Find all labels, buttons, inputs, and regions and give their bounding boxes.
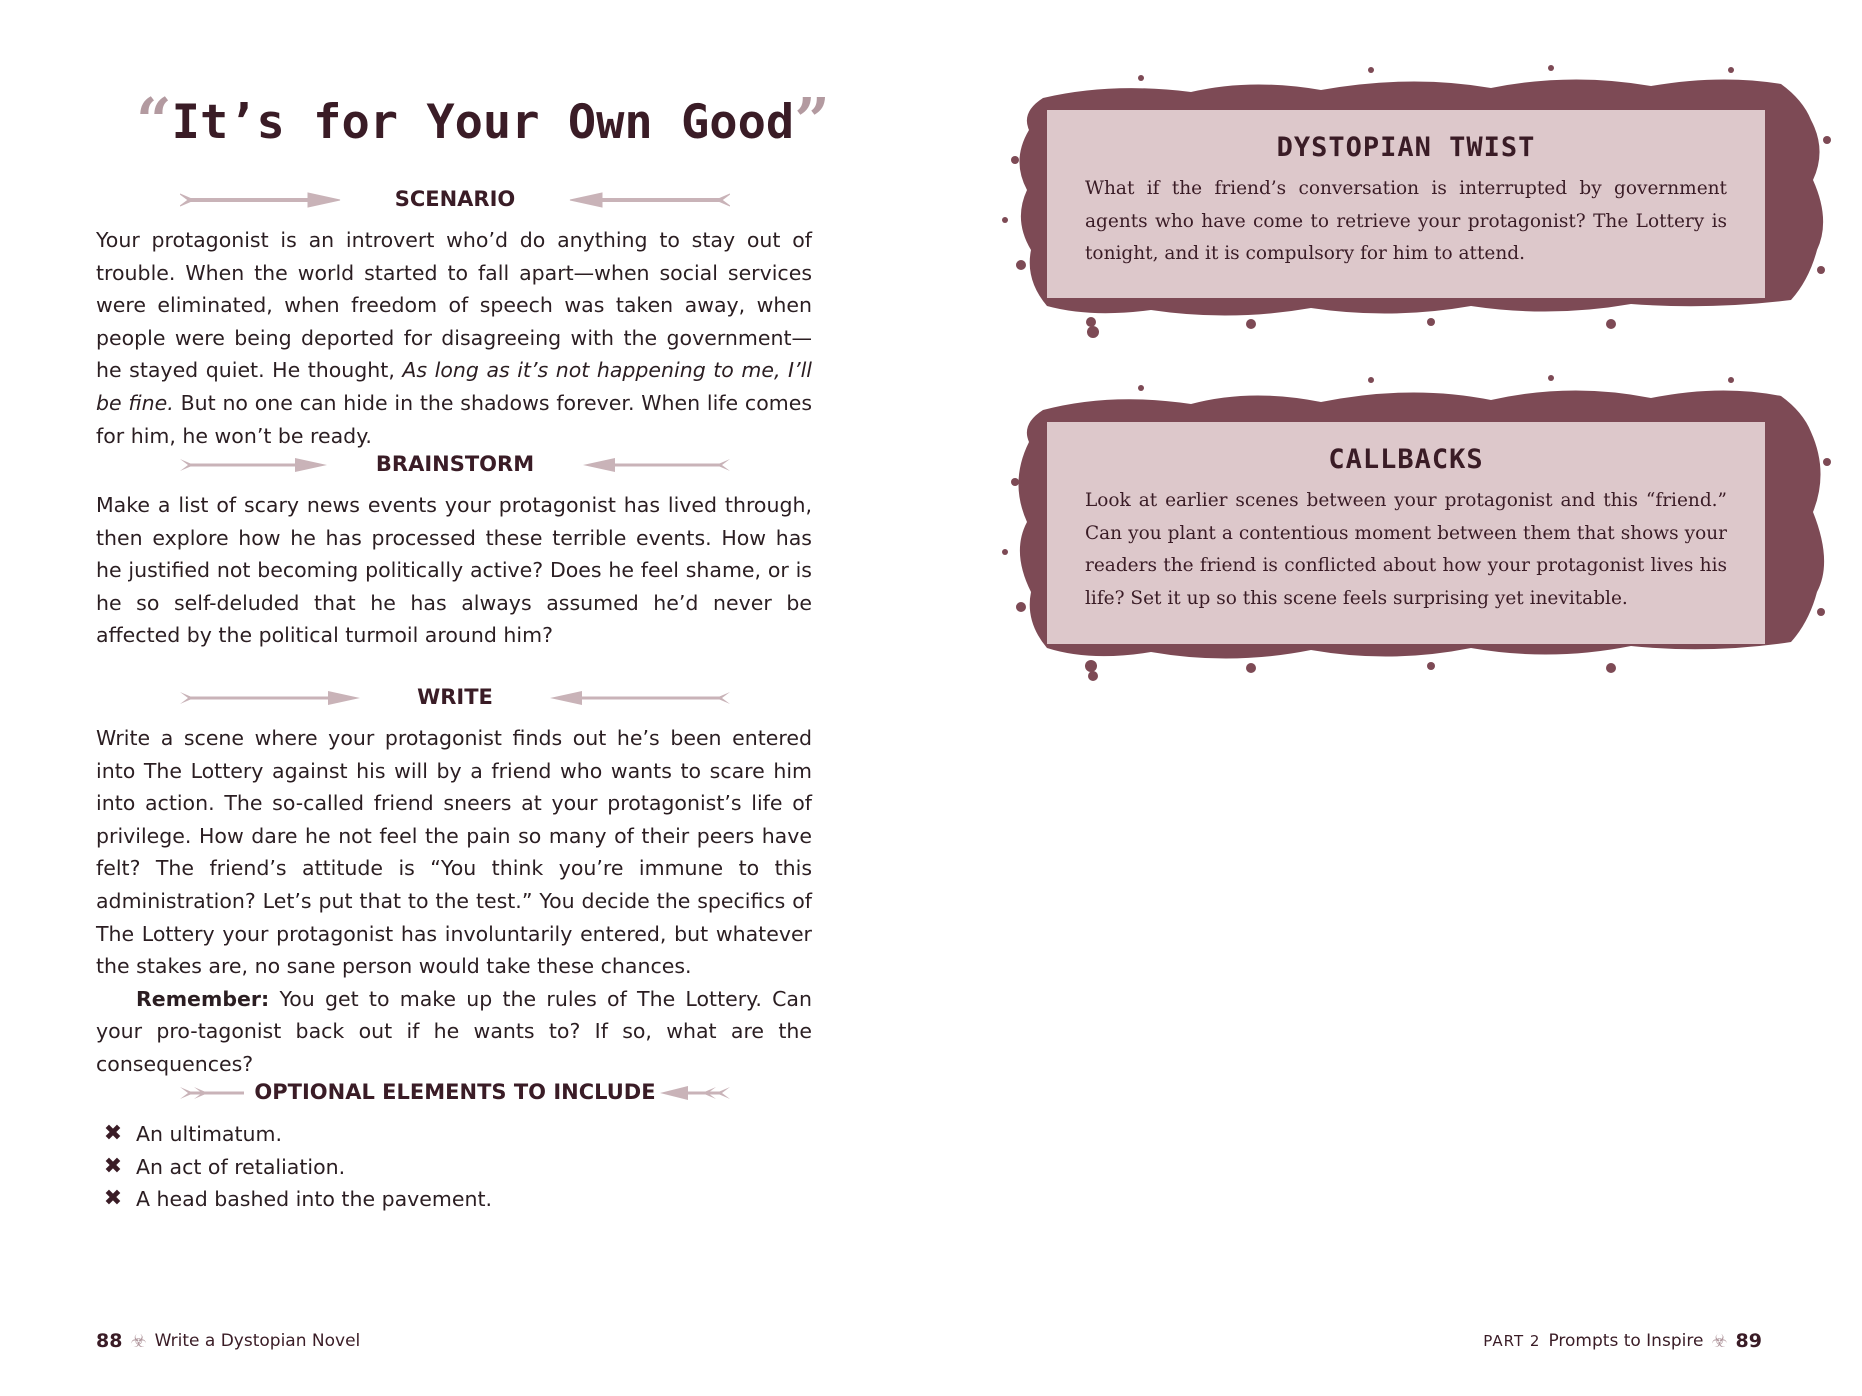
book-title: Write a Dystopian Novel	[154, 1331, 361, 1351]
right-footer	[1483, 1330, 1762, 1352]
box-text: Look at earlier scenes between your protagonist and this “friend.” Can you plant a contentious moment between them that shows your readers the friend is conflicted about how your protagonist lives his life? Set it up so this scene feels surprising yet inevitable.	[1085, 490, 1727, 609]
right-page	[931, 0, 1862, 1396]
scenario-text-part1: Your protagonist is an introvert who’d do anything to stay out of trouble. When the world started to fall apart—when social services were eliminated, when freedom of speech was taken away, when people were being deported for disagreeing with the government—he stayed quiet. He thought,	[96, 228, 812, 383]
scenario-text-part2: But no one can hide in the shadows forever. When life comes for him, he won’t be ready.	[96, 390, 812, 448]
page-number: 88	[96, 1330, 123, 1352]
section-heading-scenario	[180, 185, 730, 215]
x-mark-icon: ✖	[103, 1121, 123, 1146]
page-number: 89	[1735, 1330, 1762, 1352]
section-heading-label: SCENARIO	[394, 187, 516, 211]
box-title: DYSTOPIAN TWIST	[1276, 132, 1536, 163]
scenario-text	[96, 224, 812, 452]
x-mark-icon: ✖	[103, 1186, 123, 1212]
open-quote: “	[136, 84, 172, 157]
part-label: PART 2	[1483, 1332, 1541, 1350]
optional-elements-list	[102, 1118, 492, 1216]
remember-label: Remember:	[136, 986, 270, 1011]
section-heading-label: WRITE	[417, 685, 493, 709]
write-text-main: Write a scene where your protagonist finds out he’s been entered into The Lottery against his will by a friend who wants to scare him into action. The so-called friend sneers at your protagonist’s life of privilege. How dare he not feel the pain so many of their peers have felt? The friend’s attitude is “You think you’re immune to this administration? Let’s put that to the test.” You decide the specifics of The Lottery your protagonist has involuntarily entered, but whatever the stakes are, no sane person would take these chances.	[96, 726, 812, 979]
biohazard-icon: ☣	[1711, 1330, 1728, 1352]
brainstorm-text: Make a list of scary news events your protagonist has lived through, then explore how he has processed these terrible events. How has he justified not becoming politically active? Does he feel shame, or is he so self-deluded that he has always assumed he’d never be affected by the political turmoil around him?	[96, 493, 812, 648]
callbacks-box	[991, 372, 1831, 682]
box-title: CALLBACKS	[1328, 444, 1484, 475]
list-item	[102, 1151, 492, 1184]
section-heading-label: BRAINSTORM	[375, 452, 535, 476]
remember-text: You get to make up the rules of The Lottery. Can your pro-tagonist back out if he wants to? If so, what are the consequences?	[96, 986, 812, 1076]
scenario-text-italic: As long as it’s not happening to me, I’ll be fine.	[96, 358, 812, 415]
section-heading-brainstorm	[180, 450, 730, 480]
title-text: It’s for Your Own Good	[171, 95, 795, 150]
list-item	[102, 1118, 492, 1151]
list-item-text: An act of retaliation.	[136, 1154, 346, 1179]
dystopian-twist-box	[991, 60, 1831, 340]
section-heading-write	[180, 683, 730, 713]
close-quote: ”	[794, 84, 830, 157]
section-heading-optional	[180, 1078, 730, 1108]
section-heading-label: OPTIONAL ELEMENTS TO INCLUDE	[254, 1080, 656, 1104]
write-text	[96, 722, 812, 1081]
box-text: What if the friend’s conversation is interrupted by government agents who have come to retrieve your protagonist? The Lottery is tonight, and it is compulsory for him to attend.	[1085, 178, 1727, 264]
biohazard-icon: ☣	[130, 1330, 147, 1352]
section-title: Prompts to Inspire	[1548, 1331, 1704, 1351]
remember-paragraph	[96, 983, 812, 1081]
callbacks-panel	[1047, 422, 1765, 644]
list-item	[102, 1183, 492, 1216]
list-item-text: An ultimatum.	[136, 1122, 283, 1146]
dystopian-twist-panel	[1047, 110, 1765, 298]
left-footer	[96, 1330, 360, 1352]
x-mark-icon: ✖	[103, 1153, 123, 1179]
page-title	[136, 84, 830, 157]
list-item-text: A head bashed into the pavement.	[136, 1187, 493, 1212]
